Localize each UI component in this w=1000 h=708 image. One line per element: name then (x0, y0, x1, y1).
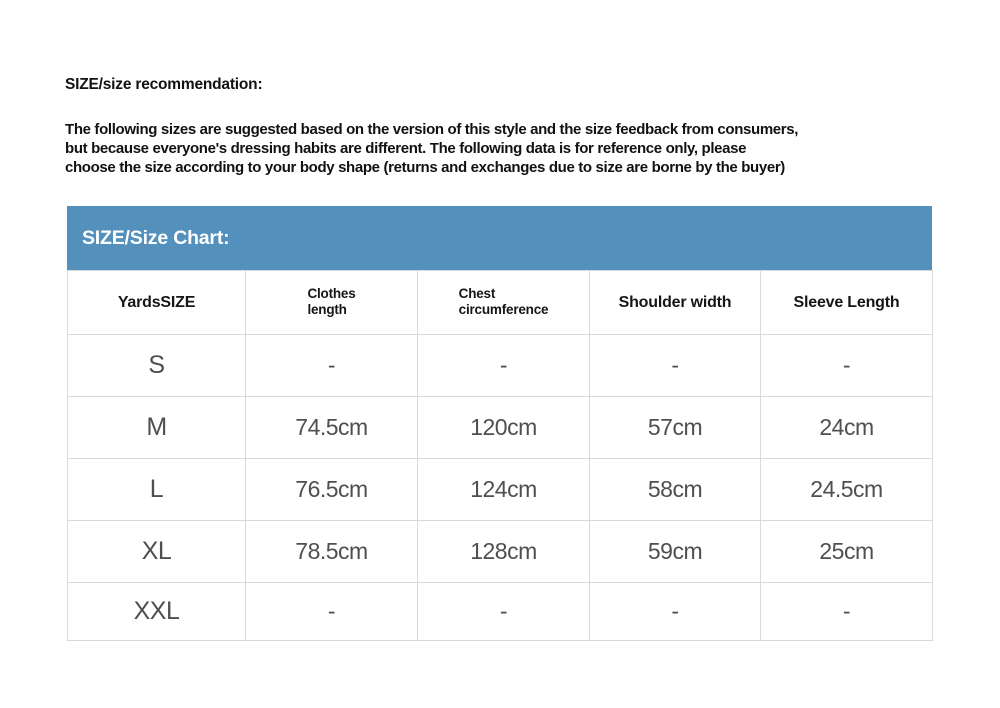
column-header-shoulder-width-label: Shoulder width (618, 293, 732, 311)
chest-circumference-line-2: circumference (458, 302, 549, 317)
size-chart-title: SIZE/Size Chart: (82, 226, 230, 249)
shoulder-width-value: - (590, 583, 761, 641)
table-header-row (68, 271, 933, 335)
disclaimer-line-1: The following sizes are suggested based on the version of this style and the size feedback from consumers, (65, 121, 799, 138)
size-chart-title-bar (67, 206, 932, 270)
sleeve-length-value: 25cm (761, 521, 933, 583)
chest-circumference-value: 128cm (418, 521, 590, 583)
column-header-clothes-length (246, 271, 418, 335)
size-label: L (68, 459, 246, 521)
sleeve-length-value: - (761, 335, 933, 397)
size-label: XL (68, 521, 246, 583)
chest-circumference-value: 120cm (418, 397, 590, 459)
sleeve-length-value: - (761, 583, 933, 641)
table-row-xl (68, 521, 933, 583)
clothes-length-line-2: length (307, 302, 347, 317)
column-header-clothes-length-label (307, 286, 355, 318)
size-label: XXL (68, 583, 246, 641)
table-row-s (68, 335, 933, 397)
clothes-length-value: 78.5cm (246, 521, 418, 583)
column-header-yards-size (68, 271, 246, 335)
clothes-length-value: 74.5cm (246, 397, 418, 459)
clothes-length-value: - (246, 583, 418, 641)
chest-circumference-value: - (418, 335, 590, 397)
disclaimer-line-3: choose the size according to your body shape (returns and exchanges due to size are borne by the buyer) (65, 159, 785, 176)
shoulder-width-value: - (590, 335, 761, 397)
table-row-m (68, 397, 933, 459)
chest-circumference-line-1: Chest (458, 286, 496, 301)
column-header-yards-size-label: YardsSIZE (117, 293, 196, 311)
table-row-l (68, 459, 933, 521)
size-label: M (68, 397, 246, 459)
size-label: S (68, 335, 246, 397)
column-header-sleeve-length (761, 271, 933, 335)
section-heading: SIZE/size recommendation: (65, 76, 263, 93)
size-chart-table (67, 270, 933, 641)
sleeve-length-value: 24cm (761, 397, 933, 459)
shoulder-width-value: 57cm (590, 397, 761, 459)
clothes-length-line-1: Clothes (307, 286, 356, 301)
clothes-length-value: - (246, 335, 418, 397)
column-header-chest-circumference (418, 271, 590, 335)
column-header-chest-circumference-label (459, 286, 549, 318)
size-disclaimer-text (65, 120, 1000, 177)
shoulder-width-value: 58cm (590, 459, 761, 521)
sleeve-length-value: 24.5cm (761, 459, 933, 521)
clothes-length-value: 76.5cm (246, 459, 418, 521)
chest-circumference-value: 124cm (418, 459, 590, 521)
column-header-shoulder-width (590, 271, 761, 335)
column-header-sleeve-length-label: Sleeve Length (793, 293, 900, 311)
table-row-xxl (68, 583, 933, 641)
chest-circumference-value: - (418, 583, 590, 641)
shoulder-width-value: 59cm (590, 521, 761, 583)
disclaimer-line-2: but because everyone's dressing habits are different. The following data is for reference only, please (65, 140, 747, 157)
